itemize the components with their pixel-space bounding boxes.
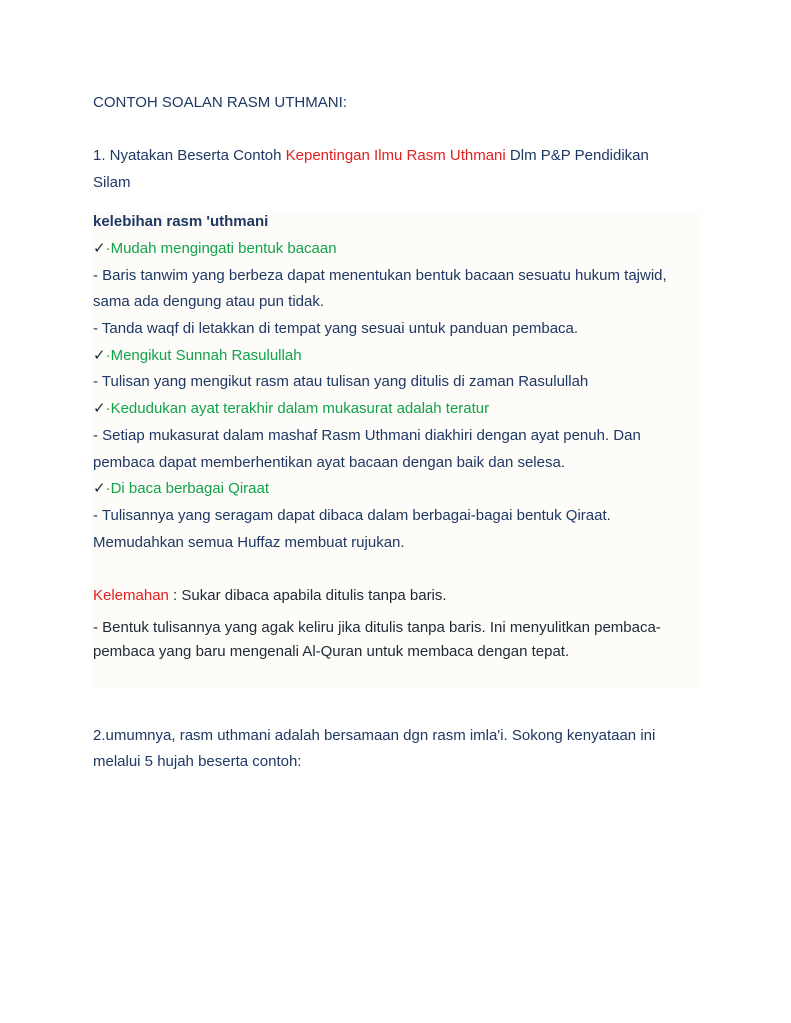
advantage-2-text-a: - Tulisan yang mengikut rasm atau tulisan yang ditulis di zaman Rasulullah <box>93 373 589 390</box>
question-1-highlight: Kepentingan Ilmu Rasm Uthmani <box>285 147 506 164</box>
page-title: CONTOH SOALAN RASM UTHMANI: <box>93 94 347 111</box>
weakness-text: : Sukar dibaca apabila ditulis tanpa baris. <box>168 587 447 604</box>
question-1-prefix: 1. Nyatakan Beserta Contoh <box>93 147 286 164</box>
advantage-item-2: ✓·Mengikut Sunnah Rasulullah <box>93 347 302 364</box>
check-icon: ✓ <box>93 400 106 417</box>
weakness-detail-b: pembaca yang baru mengenali Al-Quran untuk membaca dengan tepat. <box>93 643 570 660</box>
check-icon: ✓ <box>93 240 106 257</box>
advantage-item-3: ✓·Kedudukan ayat terakhir dalam mukasurat adalah teratur <box>93 400 490 417</box>
advantage-4-text-b: Memudahkan semua Huffaz membuat rujukan. <box>93 534 405 551</box>
question-2-line-2: melalui 5 hujah beserta contoh: <box>93 753 302 770</box>
advantage-item-4: ✓·Di baca berbagai Qiraat <box>93 480 270 497</box>
advantage-3-text-b: pembaca dapat memberhentikan ayat bacaan dengan baik dan selesa. <box>93 454 565 471</box>
question-1-line-2: Silam <box>93 174 131 191</box>
advantage-item-1: ✓·Mudah mengingati bentuk bacaan <box>93 240 337 257</box>
weakness-detail-a: - Bentuk tulisannya yang agak keliru jika ditulis tanpa baris. Ini menyulitkan pembaca- <box>93 619 661 636</box>
bullet-icon: · <box>105 480 111 497</box>
bullet-icon: · <box>105 240 111 257</box>
advantage-1-text-b: sama ada dengung atau pun tidak. <box>93 293 325 310</box>
box-heading: kelebihan rasm 'uthmani <box>93 213 269 230</box>
check-icon: ✓ <box>93 347 106 364</box>
weakness-label: Kelemahan <box>93 587 169 604</box>
advantage-1-text-c: - Tanda waqf di letakkan di tempat yang sesuai untuk panduan pembaca. <box>93 320 579 337</box>
check-icon: ✓ <box>93 480 106 497</box>
advantage-3-text-a: - Setiap mukasurat dalam mashaf Rasm Uthmani diakhiri dengan ayat penuh. Dan <box>93 427 641 444</box>
weakness-line <box>93 586 447 606</box>
advantage-4-text-a: - Tulisannya yang seragam dapat dibaca dalam berbagai-bagai bentuk Qiraat. <box>93 507 611 524</box>
advantage-1-text-a: - Baris tanwim yang berbeza dapat menentukan bentuk bacaan sesuatu hukum tajwid, <box>93 267 667 284</box>
bullet-icon: · <box>105 400 111 417</box>
question-1-line-1 <box>93 146 649 166</box>
question-1-suffix: Dlm P&P Pendidikan <box>505 147 649 164</box>
bullet-icon: · <box>105 347 111 364</box>
question-2-line-1: 2.umumnya, rasm uthmani adalah bersamaan dgn rasm imla'i. Sokong kenyataan ini <box>93 727 656 744</box>
